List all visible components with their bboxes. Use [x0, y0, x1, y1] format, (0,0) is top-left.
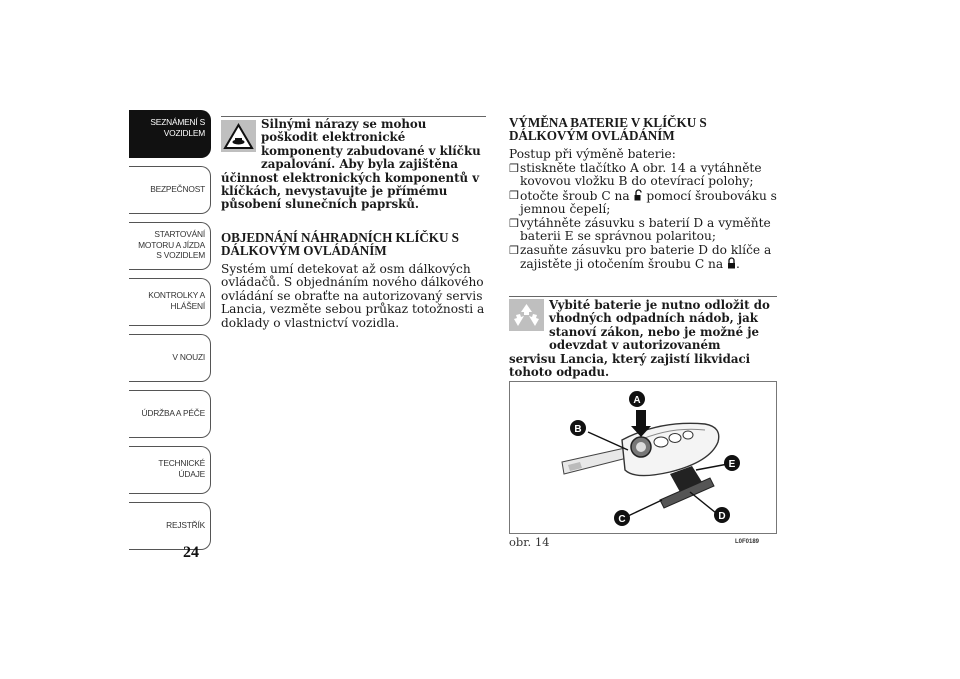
label-a: A [633, 395, 641, 406]
tab-v-nouzi[interactable] [129, 334, 211, 382]
step-text: stiskněte tlačítko A obr. 14 a vytáhněte kovovou vložku B do otevírací polohy; [520, 160, 762, 188]
tab-label: SEZNÁMENÍ S VOZIDLEM [150, 117, 205, 138]
step-text: . [736, 257, 740, 271]
section-title-order-keys: OBJEDNÁNÍ NÁHRADNÍCH KLÍČKU S DÁLKOVÝM OVLÁDÁNÍM [221, 229, 459, 258]
step-text: otočte šroub C na [520, 188, 634, 203]
recycle-text-rest: servisu Lancia, který zajistí likvidaci tohoto odpadu. [509, 351, 751, 380]
key-illustration [510, 382, 776, 533]
bullet-icon: ❒ [509, 216, 519, 230]
bullet-icon: ❒ [509, 243, 519, 257]
tab-label: ÚDRŽBA A PÉČE [141, 408, 205, 418]
list-item [509, 244, 777, 272]
tab-label: BEZPEČNOST [150, 184, 205, 194]
tab-label: V NOUZI [172, 352, 205, 362]
figure-code: L0F0189 [735, 539, 760, 545]
bullet-icon: ❒ [509, 161, 519, 175]
recycle-note [509, 297, 777, 379]
section-body-order-keys: Systém umí detekovat až osm dálkových ovládačů. S objednáním nového dálkového ovládání se obraťte na autorizovaný servis Lancia, vezměte sebou průkaz totožnosti a doklady o vlastnictví vozidla. [221, 261, 485, 330]
recycle-icon [509, 299, 544, 331]
list-item [509, 162, 777, 189]
tab-label: KONTROLKY A HLÁŠENÍ [148, 290, 205, 311]
key-figure [509, 381, 777, 534]
warning-note [221, 116, 486, 212]
tab-bezpecnost[interactable] [129, 166, 211, 214]
locked-padlock-icon [727, 257, 736, 269]
warning-text-indented: Silnými nárazy se mohou poškodit elektronické komponenty zabudované v klíčku zapalování. Aby byla zajištěna [261, 117, 481, 172]
list-item [509, 189, 777, 217]
page-number: 24 [183, 544, 199, 561]
tab-udrzba[interactable] [129, 390, 211, 438]
label-e: E [728, 459, 736, 470]
step-text: zasuňte zásuvku pro baterie D do klíče a zajistěte ji otočením šroubu C na [520, 242, 772, 271]
warning-text-rest: účinnost elektronických komponentů v klíčkách, nevystavujte je přímému působení slunečních paprsků. [221, 170, 480, 212]
bullet-icon: ❒ [509, 188, 519, 202]
figure-caption: obr. 14 [509, 535, 550, 549]
tab-startovani[interactable] [129, 222, 211, 270]
tab-seznameni-s-vozidlem[interactable] [129, 110, 211, 158]
warning-triangle-icon [221, 120, 256, 152]
left-column [221, 116, 486, 330]
label-d: D [718, 511, 726, 522]
tab-technicke-udaje[interactable] [129, 446, 211, 494]
tab-label: REJSTŘÍK [166, 520, 205, 530]
list-item [509, 217, 777, 244]
unlocked-padlock-icon [634, 189, 643, 201]
tab-rejstrik[interactable] [129, 502, 211, 550]
label-c: C [618, 514, 626, 525]
steps-intro: Postup při výměně baterie: [509, 147, 676, 161]
section-title-battery: VÝMĚNA BATERIE V KLÍČKU S DÁLKOVÝM OVLÁDÁNÍM [509, 115, 707, 143]
recycle-text-indented: Vybité baterie je nutno odložit do vhodných odpadních nádob, jak stanoví zákon, nebo je možné je odevzdat v autorizovaném [549, 298, 770, 353]
right-column [509, 116, 777, 272]
step-text: vytáhněte zásuvku s baterií D a vyměňte baterii E se správnou polaritou; [520, 215, 771, 243]
tab-label: TECHNICKÉ ÚDAJE [158, 458, 205, 479]
step-text: pomocí šroubováku s jemnou čepelí; [520, 188, 777, 216]
label-b: B [574, 424, 582, 435]
tab-kontrolky[interactable] [129, 278, 211, 326]
tab-label: STARTOVÁNÍ MOTORU A JÍZDA S VOZIDLEM [138, 229, 205, 260]
